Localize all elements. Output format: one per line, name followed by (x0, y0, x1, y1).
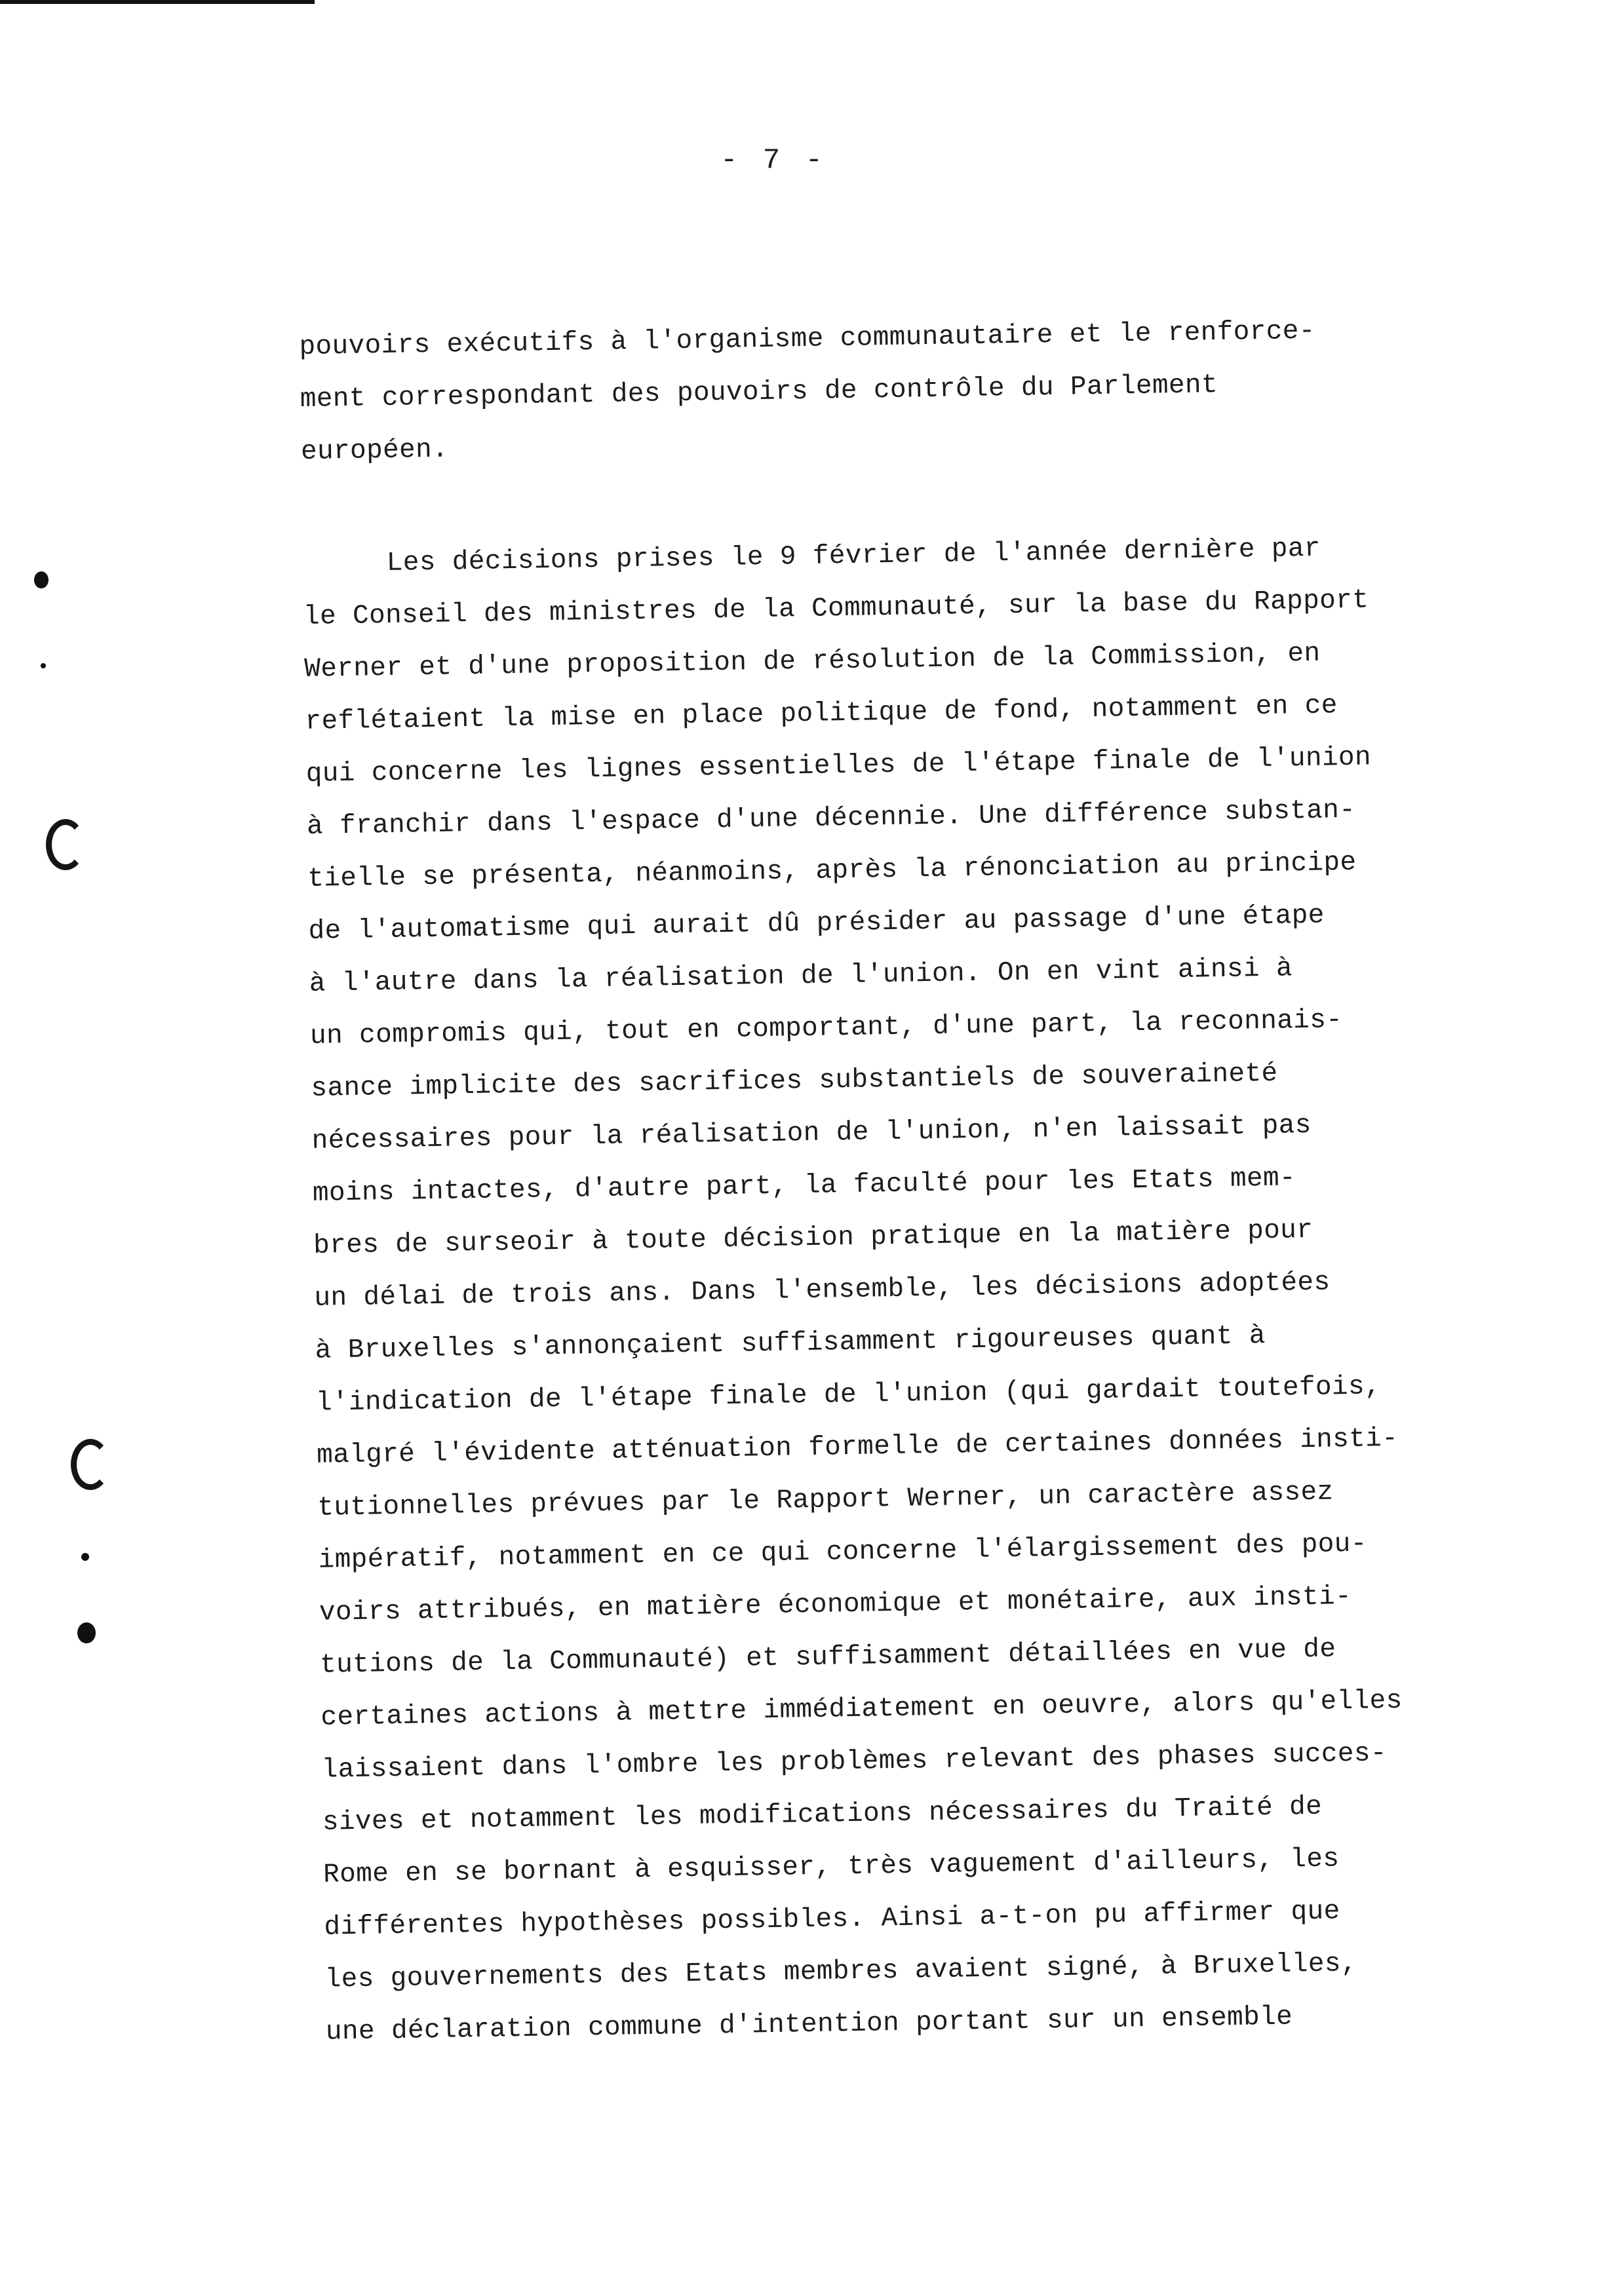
text-line: de l'automatisme qui aurait dû présider au passage d'une étape (308, 900, 1325, 947)
text-line: Rome en se bornant à esquisser, très vaguement d'ailleurs, les (322, 1844, 1340, 1890)
text-line: voirs attribués, en matière économique et monétaire, aux insti- (319, 1582, 1352, 1628)
text-line: l'indication de l'étape finale de l'union (qui gardait toutefois, (315, 1371, 1382, 1419)
text-line: un compromis qui, tout en comportant, d'une part, la reconnais- (309, 1005, 1343, 1052)
text-line: européen. (300, 434, 449, 467)
punch-hole-mark (34, 571, 49, 588)
binder-ring-mark (71, 1439, 110, 1490)
punch-hole-mark (77, 1622, 96, 1643)
text-line: qui concerne les lignes essentielles de l'étape finale de l'union (305, 742, 1372, 790)
text-line: à franchir dans l'espace d'une décennie. Une différence substan- (306, 795, 1356, 842)
text-line: impératif, notamment en ce qui concerne l'élargissement des pou- (318, 1529, 1368, 1576)
text-line: malgré l'évidente atténuation formelle de certaines données insti- (316, 1423, 1399, 1471)
document-body (299, 303, 1479, 2058)
text-line: nécessaires pour la réalisation de l'union, n'en laissait pas (311, 1110, 1312, 1157)
text-line: Les décisions prises le 9 février de l'année dernière par (386, 533, 1321, 579)
text-line: ment correspondant des pouvoirs de contrôle du Parlement (300, 370, 1218, 415)
text-line: pouvoirs exécutifs à l'organisme communautaire et le renforce- (299, 316, 1316, 362)
text-line: bres de surseoir à toute décision pratique en la matière pour (313, 1215, 1313, 1261)
text-line: un délai de trois ans. Dans l'ensemble, les décisions adoptées (314, 1267, 1331, 1314)
text-line: une déclaration commune d'intention portant sur un ensemble (325, 2002, 1293, 2048)
punch-hole-mark (81, 1553, 89, 1561)
text-line: différentes hypothèses possibles. Ainsi a-t-on pu affirmer que (324, 1896, 1340, 1943)
text-line: tutionnelles prévues par le Rapport Werner, un caractère assez (317, 1477, 1334, 1523)
page-number: - 7 - (720, 144, 827, 177)
paragraph-2 (302, 520, 1479, 2058)
text-line: reflétaient la mise en place politique de fond, notamment en ce (305, 691, 1338, 737)
text-line: les gouvernements des Etats membres avaient signé, à Bruxelles, (324, 1948, 1358, 1995)
text-line: tutions de la Communauté) et suffisamment détaillées en vue de (319, 1634, 1336, 1681)
binder-ring-mark (46, 819, 85, 870)
paragraph-1 (299, 303, 1455, 478)
text-line: certaines actions à mettre immédiatement en oeuvre, alors qu'elles (321, 1685, 1403, 1733)
text-line: à l'autre dans la réalisation de l'union. On en vint ainsi à (309, 953, 1293, 999)
top-edge-rule (0, 0, 315, 4)
text-line: laissaient dans l'ombre les problèmes relevant des phases succes- (321, 1738, 1388, 1786)
text-line: sance implicite des sacrifices substantiels de souveraineté (311, 1058, 1278, 1104)
text-line: tielle se présenta, néanmoins, après la rénonciation au principe (307, 847, 1357, 894)
text-line: Werner et d'une proposition de résolution de la Commission, en (303, 638, 1321, 685)
text-line: à Bruxelles s'annonçaient suffisamment rigoureuses quant à (315, 1321, 1266, 1366)
text-line: le Conseil des ministres de la Communauté, sur la base du Rapport (303, 585, 1369, 632)
text-line: moins intactes, d'autre part, la faculté pour les Etats mem- (312, 1163, 1296, 1209)
punch-hole-mark (41, 663, 46, 668)
text-line: sives et notamment les modifications nécessaires du Traité de (322, 1791, 1323, 1838)
